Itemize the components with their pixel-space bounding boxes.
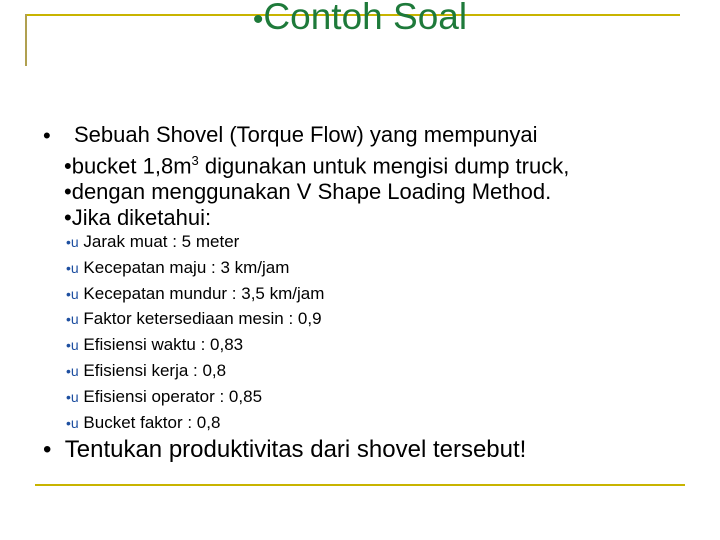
item-marker: •u bbox=[66, 388, 79, 405]
list-item bbox=[66, 231, 324, 257]
item-marker: •u bbox=[66, 311, 79, 328]
question-text: Tentukan produktivitas dari shovel tersebut! bbox=[64, 436, 527, 463]
item-text: Bucket faktor : 0,8 bbox=[83, 412, 221, 432]
question-line bbox=[43, 436, 526, 464]
intro-line-4: •Jika diketahui: bbox=[64, 205, 212, 231]
intro-line-2-post: digunakan untuk mengisi dump truck, bbox=[198, 153, 570, 179]
given-list bbox=[66, 231, 324, 437]
intro-line-3: •dengan menggunakan V Shape Loading Method. bbox=[64, 179, 552, 205]
item-text: Efisiensi waktu : 0,83 bbox=[83, 335, 244, 355]
item-text: Kecepatan maju : 3 km/jam bbox=[83, 257, 290, 277]
list-item bbox=[66, 360, 324, 386]
intro-line-2-sup: 3 bbox=[191, 153, 199, 168]
intro-line-2-pre: •bucket 1,8m bbox=[64, 153, 192, 179]
item-marker: •u bbox=[66, 259, 79, 276]
item-marker: •u bbox=[66, 234, 79, 250]
item-marker: •u bbox=[66, 337, 79, 354]
list-item bbox=[66, 334, 324, 360]
intro-bullet: • bbox=[43, 123, 51, 148]
item-text: Faktor ketersediaan mesin : 0,9 bbox=[83, 309, 322, 329]
frame-bottom-line bbox=[35, 484, 685, 486]
item-text: Jarak muat : 5 meter bbox=[83, 232, 240, 251]
slide-title bbox=[0, 0, 720, 43]
list-item bbox=[66, 412, 324, 438]
list-item bbox=[66, 308, 324, 334]
item-text: Efisiensi kerja : 0,8 bbox=[83, 360, 227, 380]
list-item bbox=[66, 257, 324, 283]
intro-lines bbox=[64, 122, 569, 231]
item-marker: •u bbox=[66, 285, 79, 302]
item-text: Efisiensi operator : 0,85 bbox=[83, 386, 263, 406]
item-marker: •u bbox=[66, 362, 79, 379]
list-item bbox=[66, 283, 324, 309]
intro-line-2 bbox=[64, 148, 569, 179]
title-bullet: • bbox=[252, 3, 264, 36]
item-marker: •u bbox=[66, 414, 79, 431]
title-text: Contoh Soal bbox=[263, 0, 468, 37]
intro-line-1: Sebuah Shovel (Torque Flow) yang mempunyai bbox=[74, 122, 538, 147]
question-bullet: • bbox=[43, 436, 52, 463]
item-text: Kecepatan mundur : 3,5 km/jam bbox=[83, 283, 325, 303]
list-item bbox=[66, 386, 324, 412]
